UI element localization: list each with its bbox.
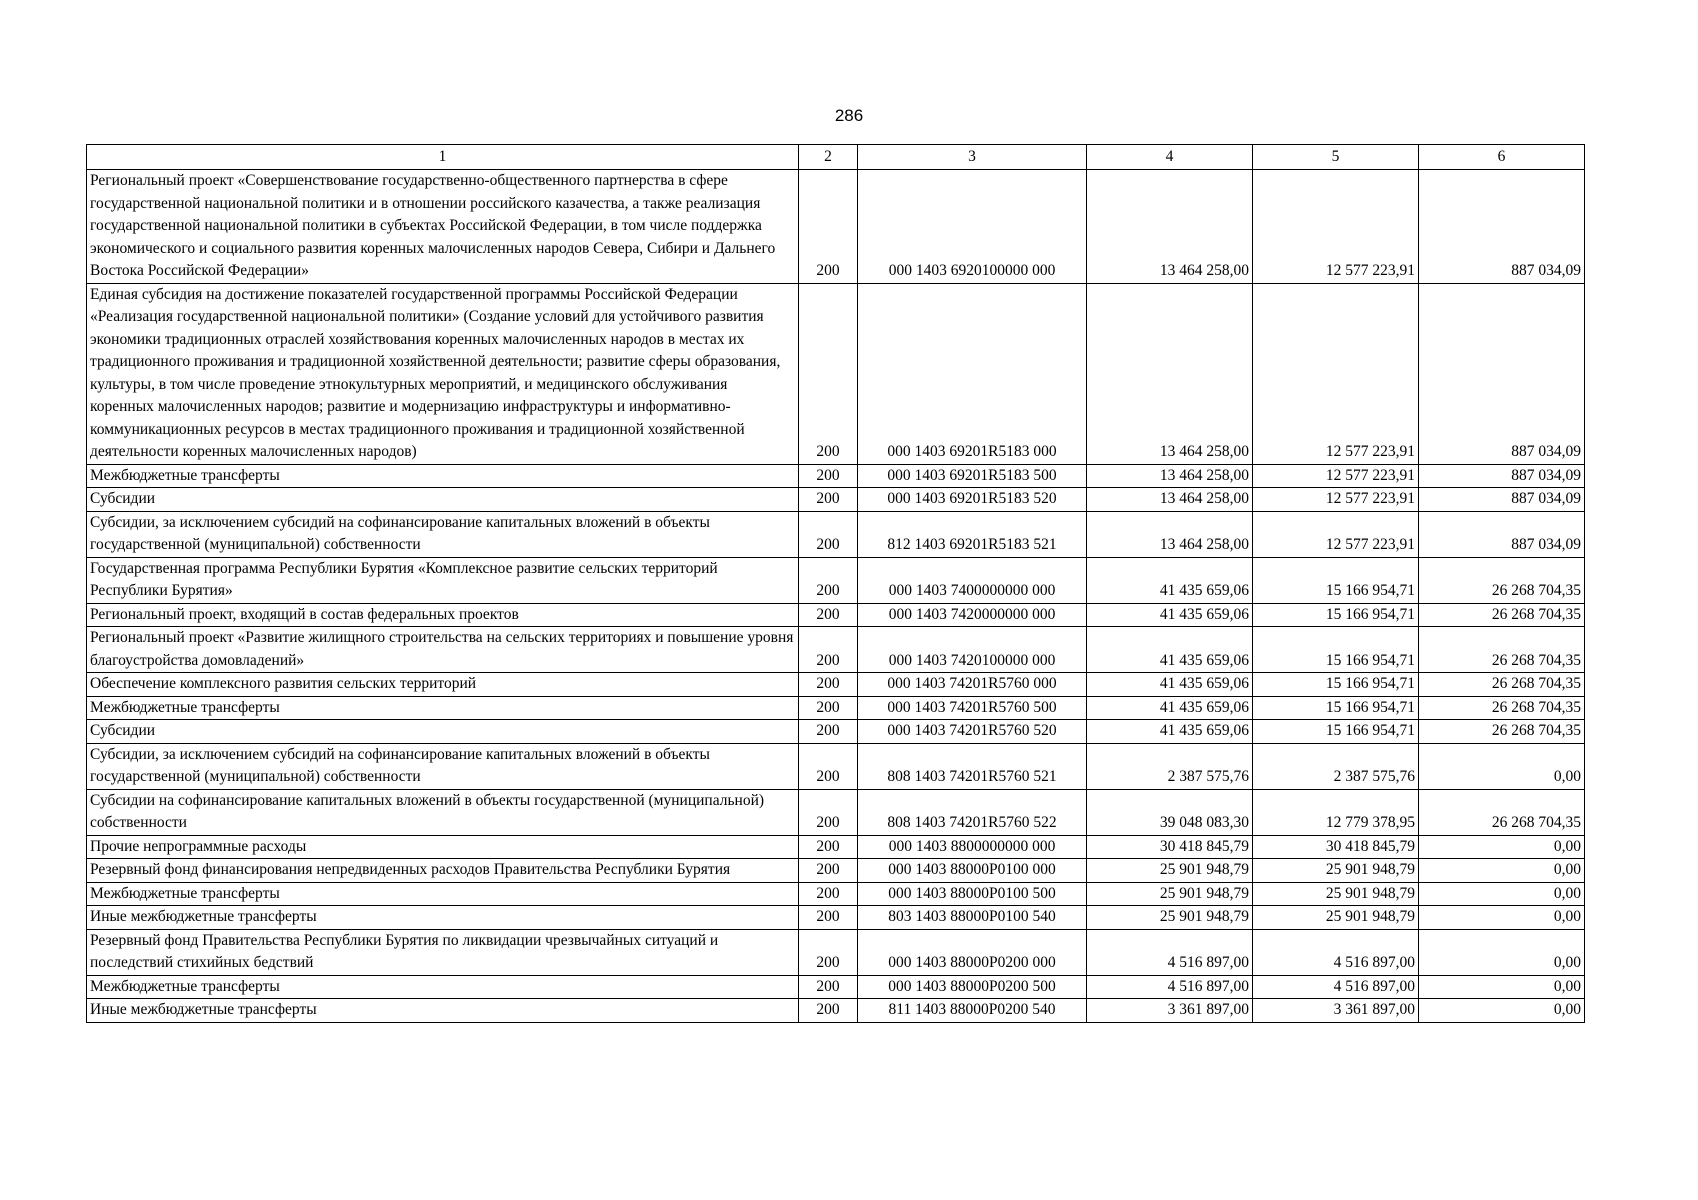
row-value-col6: 26 268 704,35	[1419, 557, 1585, 603]
table-row	[87, 557, 1585, 603]
row-name: Резервный фонд Правительства Республики Бурятия по ликвидации чрезвычайных ситуаций и последствий стихийных бедствий	[87, 929, 799, 975]
row-value-col5: 12 577 223,91	[1253, 488, 1419, 512]
table-row	[87, 882, 1585, 906]
row-classification: 000 1403 88000P0100 000	[858, 859, 1087, 883]
row-value-col5: 12 779 378,95	[1253, 789, 1419, 835]
row-code: 200	[799, 743, 858, 789]
row-code: 200	[799, 929, 858, 975]
row-value-col4: 13 464 258,00	[1087, 488, 1253, 512]
row-code: 200	[799, 835, 858, 859]
row-value-col4: 41 435 659,06	[1087, 673, 1253, 697]
row-value-col6: 26 268 704,35	[1419, 673, 1585, 697]
table-row	[87, 696, 1585, 720]
row-classification: 811 1403 88000P0200 540	[858, 999, 1087, 1023]
row-code: 200	[799, 882, 858, 906]
table-body	[87, 170, 1585, 1023]
row-value-col4: 41 435 659,06	[1087, 627, 1253, 673]
row-name: Субсидии	[87, 720, 799, 744]
row-value-col4: 41 435 659,06	[1087, 696, 1253, 720]
row-value-col6: 0,00	[1419, 743, 1585, 789]
column-header: 5	[1253, 145, 1419, 170]
row-value-col6: 0,00	[1419, 929, 1585, 975]
row-name: Региональный проект «Совершенствование государственно-общественного партнерства в сфере государственной национальной политики и в отношении российского казачества, а также реализация государственной национальной политики в субъектах Российской Федерации, в том числе поддержка экономического и социального развития коренных малочисленных народов Севера, Сибири и Дальнего Востока Российской Федерации»	[87, 170, 799, 284]
row-value-col4: 4 516 897,00	[1087, 929, 1253, 975]
table-row	[87, 673, 1585, 697]
row-value-col5: 12 577 223,91	[1253, 511, 1419, 557]
row-value-col4: 41 435 659,06	[1087, 720, 1253, 744]
row-value-col4: 25 901 948,79	[1087, 906, 1253, 930]
row-value-col4: 4 516 897,00	[1087, 975, 1253, 999]
row-value-col5: 15 166 954,71	[1253, 603, 1419, 627]
row-code: 200	[799, 720, 858, 744]
table-row	[87, 975, 1585, 999]
row-code: 200	[799, 906, 858, 930]
row-value-col4: 2 387 575,76	[1087, 743, 1253, 789]
row-name: Государственная программа Республики Бурятия «Комплексное развитие сельских территорий Республики Бурятия»	[87, 557, 799, 603]
row-classification: 000 1403 7400000000 000	[858, 557, 1087, 603]
row-classification: 000 1403 69201R5183 500	[858, 464, 1087, 488]
column-header: 6	[1419, 145, 1585, 170]
table-row	[87, 464, 1585, 488]
row-classification: 000 1403 6920100000 000	[858, 170, 1087, 284]
row-name: Субсидии	[87, 488, 799, 512]
row-classification: 803 1403 88000P0100 540	[858, 906, 1087, 930]
row-classification: 000 1403 74201R5760 520	[858, 720, 1087, 744]
row-classification: 000 1403 88000P0100 500	[858, 882, 1087, 906]
row-name: Иные межбюджетные трансферты	[87, 999, 799, 1023]
row-value-col5: 15 166 954,71	[1253, 696, 1419, 720]
row-code: 200	[799, 488, 858, 512]
row-value-col5: 15 166 954,71	[1253, 720, 1419, 744]
row-value-col5: 3 361 897,00	[1253, 999, 1419, 1023]
budget-table	[86, 144, 1585, 1023]
row-value-col6: 887 034,09	[1419, 283, 1585, 464]
page-number: 286	[834, 106, 864, 125]
row-value-col6: 887 034,09	[1419, 464, 1585, 488]
row-value-col6: 0,00	[1419, 975, 1585, 999]
row-value-col5: 2 387 575,76	[1253, 743, 1419, 789]
row-value-col4: 41 435 659,06	[1087, 603, 1253, 627]
row-value-col6: 0,00	[1419, 999, 1585, 1023]
row-classification: 000 1403 88000P0200 000	[858, 929, 1087, 975]
row-value-col5: 15 166 954,71	[1253, 673, 1419, 697]
row-classification: 000 1403 74201R5760 000	[858, 673, 1087, 697]
table-row	[87, 906, 1585, 930]
row-code: 200	[799, 511, 858, 557]
row-name: Обеспечение комплексного развития сельских территорий	[87, 673, 799, 697]
row-name: Субсидии, за исключением субсидий на софинансирование капитальных вложений в объекты государственной (муниципальной) собственности	[87, 511, 799, 557]
row-value-col4: 3 361 897,00	[1087, 999, 1253, 1023]
row-value-col5: 25 901 948,79	[1253, 906, 1419, 930]
header-row	[87, 145, 1585, 170]
row-value-col6: 887 034,09	[1419, 511, 1585, 557]
row-value-col4: 39 048 083,30	[1087, 789, 1253, 835]
row-classification: 000 1403 7420000000 000	[858, 603, 1087, 627]
row-code: 200	[799, 627, 858, 673]
table-row	[87, 511, 1585, 557]
row-value-col4: 25 901 948,79	[1087, 882, 1253, 906]
row-code: 200	[799, 464, 858, 488]
row-code: 200	[799, 859, 858, 883]
row-classification: 000 1403 8800000000 000	[858, 835, 1087, 859]
row-value-col5: 12 577 223,91	[1253, 283, 1419, 464]
row-code: 200	[799, 283, 858, 464]
row-code: 200	[799, 696, 858, 720]
row-name: Единая субсидия на достижение показателей государственной программы Российской Федерации «Реализация государственной национальной политики» (Создание условий для устойчивого развития экономики традиционных отраслей хозяйствования коренных малочисленных народов в местах их традиционного проживания и традиционной хозяйственной деятельности; развитие сферы образования, культуры, в том числе проведение этнокультурных мероприятий, и медицинского обслуживания коренных малочисленных народов; развитие и модернизацию инфраструктуры и информативно-коммуникационных ресурсов в местах традиционного проживания и традиционной хозяйственной деятельности коренных малочисленных народов)	[87, 283, 799, 464]
row-name: Региональный проект «Развитие жилищного строительства на сельских территориях и повышение уровня благоустройства домовладений»	[87, 627, 799, 673]
row-name: Межбюджетные трансферты	[87, 696, 799, 720]
row-classification: 000 1403 88000P0200 500	[858, 975, 1087, 999]
row-value-col5: 4 516 897,00	[1253, 975, 1419, 999]
row-value-col5: 25 901 948,79	[1253, 859, 1419, 883]
row-value-col6: 26 268 704,35	[1419, 789, 1585, 835]
table-row	[87, 929, 1585, 975]
table-row	[87, 627, 1585, 673]
row-value-col6: 26 268 704,35	[1419, 696, 1585, 720]
column-header: 2	[799, 145, 858, 170]
column-header: 1	[87, 145, 799, 170]
row-name: Региональный проект, входящий в состав федеральных проектов	[87, 603, 799, 627]
row-value-col6: 0,00	[1419, 906, 1585, 930]
row-name: Межбюджетные трансферты	[87, 975, 799, 999]
row-code: 200	[799, 557, 858, 603]
row-code: 200	[799, 673, 858, 697]
row-code: 200	[799, 789, 858, 835]
row-name: Субсидии на софинансирование капитальных вложений в объекты государственной (муниципальной) собственности	[87, 789, 799, 835]
row-classification: 000 1403 74201R5760 500	[858, 696, 1087, 720]
row-value-col6: 26 268 704,35	[1419, 720, 1585, 744]
row-classification: 000 1403 69201R5183 000	[858, 283, 1087, 464]
row-value-col5: 4 516 897,00	[1253, 929, 1419, 975]
row-value-col5: 12 577 223,91	[1253, 464, 1419, 488]
row-name: Субсидии, за исключением субсидий на софинансирование капитальных вложений в объекты государственной (муниципальной) собственности	[87, 743, 799, 789]
row-value-col6: 0,00	[1419, 859, 1585, 883]
row-value-col6: 0,00	[1419, 882, 1585, 906]
row-classification: 808 1403 74201R5760 521	[858, 743, 1087, 789]
row-value-col6: 0,00	[1419, 835, 1585, 859]
table-row	[87, 603, 1585, 627]
row-value-col4: 13 464 258,00	[1087, 283, 1253, 464]
row-value-col6: 887 034,09	[1419, 170, 1585, 284]
table-row	[87, 720, 1585, 744]
row-name: Межбюджетные трансферты	[87, 464, 799, 488]
table-row	[87, 789, 1585, 835]
row-value-col4: 13 464 258,00	[1087, 464, 1253, 488]
row-value-col5: 12 577 223,91	[1253, 170, 1419, 284]
row-name: Прочие непрограммные расходы	[87, 835, 799, 859]
row-value-col5: 25 901 948,79	[1253, 882, 1419, 906]
row-value-col6: 887 034,09	[1419, 488, 1585, 512]
row-classification: 000 1403 69201R5183 520	[858, 488, 1087, 512]
table-row	[87, 835, 1585, 859]
row-code: 200	[799, 975, 858, 999]
row-code: 200	[799, 999, 858, 1023]
row-name: Иные межбюджетные трансферты	[87, 906, 799, 930]
table-row	[87, 859, 1585, 883]
row-name: Межбюджетные трансферты	[87, 882, 799, 906]
row-value-col5: 30 418 845,79	[1253, 835, 1419, 859]
table-row	[87, 283, 1585, 464]
column-header: 3	[858, 145, 1087, 170]
table-row	[87, 488, 1585, 512]
row-value-col4: 13 464 258,00	[1087, 511, 1253, 557]
row-value-col6: 26 268 704,35	[1419, 627, 1585, 673]
row-classification: 808 1403 74201R5760 522	[858, 789, 1087, 835]
column-header: 4	[1087, 145, 1253, 170]
row-value-col5: 15 166 954,71	[1253, 627, 1419, 673]
table-row	[87, 170, 1585, 284]
row-code: 200	[799, 603, 858, 627]
row-classification: 000 1403 7420100000 000	[858, 627, 1087, 673]
row-value-col6: 26 268 704,35	[1419, 603, 1585, 627]
table-row	[87, 743, 1585, 789]
table-row	[87, 999, 1585, 1023]
row-classification: 812 1403 69201R5183 521	[858, 511, 1087, 557]
row-value-col4: 25 901 948,79	[1087, 859, 1253, 883]
row-value-col4: 13 464 258,00	[1087, 170, 1253, 284]
row-name: Резервный фонд финансирования непредвиденных расходов Правительства Республики Бурятия	[87, 859, 799, 883]
row-code: 200	[799, 170, 858, 284]
row-value-col5: 15 166 954,71	[1253, 557, 1419, 603]
row-value-col4: 41 435 659,06	[1087, 557, 1253, 603]
row-value-col4: 30 418 845,79	[1087, 835, 1253, 859]
